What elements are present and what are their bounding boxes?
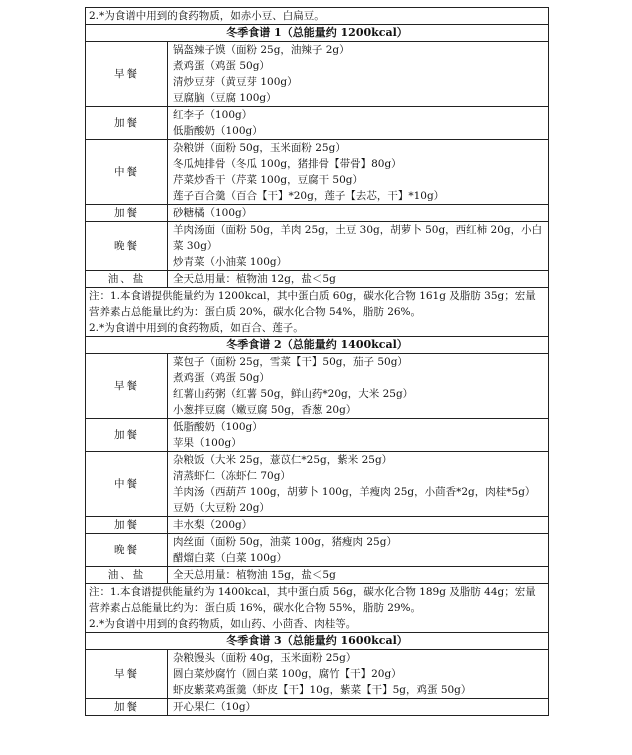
meal-label: 加餐 xyxy=(86,699,168,716)
food-item: 开心果仁（10g） xyxy=(173,701,257,713)
meal-label: 晚餐 xyxy=(86,534,168,567)
meal-row xyxy=(86,205,549,222)
food-item: 红薯山药粥（红薯 50g，鲜山药*20g，大米 25g） xyxy=(173,388,414,400)
meal-row xyxy=(86,517,549,534)
food-item: 苹果（100g） xyxy=(173,437,242,449)
food-item: 红李子（100g） xyxy=(173,109,253,121)
food-item: 低脂酸奶（100g） xyxy=(173,125,263,137)
note-line: 2.*为食谱中用到的食药物质，如山药、小茴香、肉桂等。 xyxy=(89,618,357,630)
food-item: 杂粮饼（面粉 50g，玉米面粉 25g） xyxy=(173,142,346,154)
meal-items xyxy=(168,271,549,288)
recipe-notes xyxy=(86,584,549,633)
meal-row xyxy=(86,222,549,271)
food-item: 豆腐脑（豆腐 100g） xyxy=(173,92,277,104)
food-item: 醋熘白菜（白菜 100g） xyxy=(173,552,288,564)
recipe-table xyxy=(85,7,549,716)
meal-row xyxy=(86,452,549,517)
meal-row xyxy=(86,354,549,419)
meal-items xyxy=(168,650,549,699)
food-item: 羊肉汤面（面粉 50g，羊肉 25g，土豆 30g，胡萝卜 50g，西红柿 20g，小白菜 30g） xyxy=(173,224,543,252)
food-item: 肉丝面（面粉 50g，油菜 100g，猪瘦肉 25g） xyxy=(173,536,397,548)
food-item: 虾皮紫菜鸡蛋羹（虾皮【干】10g，紫菜【干】5g，鸡蛋 50g） xyxy=(173,684,472,696)
food-item: 全天总用量：植物油 15g，盐＜5g xyxy=(173,569,336,581)
food-item: 豆奶（大豆粉 20g） xyxy=(173,502,270,514)
note-row xyxy=(86,288,549,337)
meal-row xyxy=(86,567,549,584)
meal-items xyxy=(168,419,549,452)
meal-items xyxy=(168,205,549,222)
meal-items xyxy=(168,452,549,517)
meal-label: 油、盐 xyxy=(86,271,168,288)
food-item: 全天总用量：植物油 12g，盐＜5g xyxy=(173,273,336,285)
food-item: 清蒸虾仁（冻虾仁 70g） xyxy=(173,470,291,482)
recipe-title: 冬季食谱 3（总能量约 1600kcal） xyxy=(86,633,549,650)
note-row xyxy=(86,584,549,633)
meal-items xyxy=(168,222,549,271)
note-line: 注：1.本食谱提供能量约为 1400kcal，其中蛋白质 56g，碳水化合物 189g 及脂肪 44g；宏量营养素占总能量比约为：蛋白质 16%，碳水化合物 55%，脂肪 29%。 xyxy=(89,586,536,614)
meal-row xyxy=(86,271,549,288)
food-item: 煮鸡蛋（鸡蛋 50g） xyxy=(173,60,270,72)
meal-items xyxy=(168,354,549,419)
meal-row xyxy=(86,650,549,699)
food-item: 芹菜炒香干（芹菜 100g，豆腐干 50g） xyxy=(173,174,364,186)
recipe-title-row xyxy=(86,25,549,42)
recipe-notes xyxy=(86,288,549,337)
recipe-title-row xyxy=(86,633,549,650)
pre-note: 2.*为食谱中用到的食药物质，如赤小豆、白扁豆。 xyxy=(86,8,549,25)
meal-items xyxy=(168,567,549,584)
food-item: 小葱拌豆腐（嫩豆腐 50g，香葱 20g） xyxy=(173,404,357,416)
food-item: 丰水梨（200g） xyxy=(173,519,253,531)
note-line: 2.*为食谱中用到的食药物质，如百合、莲子。 xyxy=(89,322,304,334)
meal-items xyxy=(168,534,549,567)
meal-items xyxy=(168,699,549,716)
meal-items xyxy=(168,517,549,534)
food-item: 菜包子（面粉 25g，雪菜【干】50g，茄子 50g） xyxy=(173,356,408,368)
meal-label: 中餐 xyxy=(86,452,168,517)
food-item: 莲子百合羹（百合【干】*20g，莲子【去芯，干】*10g） xyxy=(173,190,445,202)
food-item: 羊肉汤（西葫芦 100g，胡萝卜 100g，羊瘦肉 25g，小茴香*2g，肉桂*5g） xyxy=(173,486,536,498)
meal-items xyxy=(168,107,549,140)
meal-row xyxy=(86,107,549,140)
meal-label: 中餐 xyxy=(86,140,168,205)
food-item: 低脂酸奶（100g） xyxy=(173,421,263,433)
meal-row xyxy=(86,140,549,205)
meal-label: 早餐 xyxy=(86,42,168,107)
food-item: 杂粮馒头（面粉 40g，玉米面粉 25g） xyxy=(173,652,357,664)
meal-label: 加餐 xyxy=(86,107,168,140)
recipe-title: 冬季食谱 2（总能量约 1400kcal） xyxy=(86,337,549,354)
meal-label: 油、盐 xyxy=(86,567,168,584)
food-item: 圆白菜炒腐竹（圆白菜 100g，腐竹【干】20g） xyxy=(173,668,402,680)
meal-label: 加餐 xyxy=(86,419,168,452)
recipe-title: 冬季食谱 1（总能量约 1200kcal） xyxy=(86,25,549,42)
note-row xyxy=(86,8,549,25)
meal-label: 早餐 xyxy=(86,354,168,419)
meal-row xyxy=(86,419,549,452)
food-item: 锅盔辣子馍（面粉 25g，油辣子 2g） xyxy=(173,44,350,56)
food-item: 清炒豆芽（黄豆芽 100g） xyxy=(173,76,298,88)
meal-row xyxy=(86,699,549,716)
note-line: 注：1.本食谱提供能量约为 1200kcal，其中蛋白质 60g，碳水化合物 161g 及脂肪 35g；宏量营养素占总能量比约为：蛋白质 20%，碳水化合物 54%，脂肪 26%。 xyxy=(89,290,536,318)
meal-label: 加餐 xyxy=(86,205,168,222)
recipe-title-row xyxy=(86,337,549,354)
food-item: 煮鸡蛋（鸡蛋 50g） xyxy=(173,372,270,384)
meal-label: 晚餐 xyxy=(86,222,168,271)
food-item: 冬瓜炖排骨（冬瓜 100g，猪排骨【带骨】80g） xyxy=(173,158,402,170)
meal-row xyxy=(86,42,549,107)
food-item: 杂粮饭（大米 25g，薏苡仁*25g，紫米 25g） xyxy=(173,454,393,466)
meal-items xyxy=(168,140,549,205)
food-item: 炒青菜（小油菜 100g） xyxy=(173,256,288,268)
food-item: 砂糖橘（100g） xyxy=(173,207,253,219)
meal-label: 加餐 xyxy=(86,517,168,534)
meal-label: 早餐 xyxy=(86,650,168,699)
meal-items xyxy=(168,42,549,107)
meal-row xyxy=(86,534,549,567)
